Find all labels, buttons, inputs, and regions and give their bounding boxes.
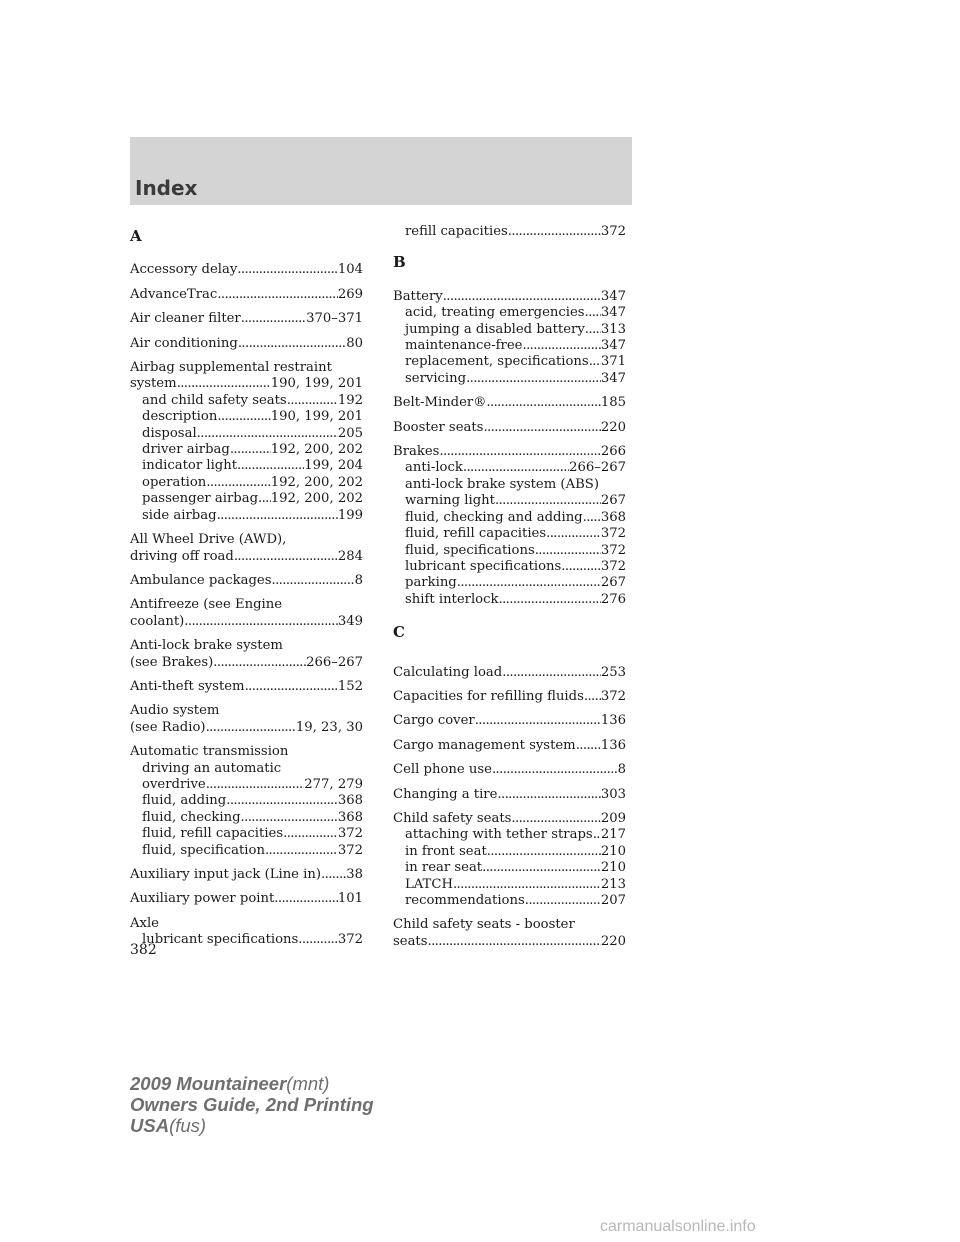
index-term: Airbag supplemental restraint xyxy=(130,360,332,376)
index-entry xyxy=(130,336,363,352)
page-reference: 192, 200, 202 xyxy=(270,442,363,458)
dot-leader xyxy=(486,395,600,411)
index-term: Air conditioning xyxy=(130,335,238,351)
dot-leader xyxy=(525,893,601,909)
dot-leader xyxy=(237,458,304,474)
index-entry xyxy=(130,597,363,630)
dot-leader xyxy=(487,844,601,860)
index-term: Calculating load xyxy=(393,664,503,680)
dot-leader xyxy=(502,665,601,681)
index-line xyxy=(130,491,363,507)
index-line xyxy=(393,354,626,370)
dot-leader xyxy=(184,614,338,630)
page-reference: 347 xyxy=(600,288,626,304)
page-reference: 371 xyxy=(600,354,626,370)
index-line xyxy=(393,444,626,460)
dot-leader xyxy=(217,409,270,425)
dot-leader xyxy=(499,592,601,608)
index-line xyxy=(393,559,626,575)
page-reference: 372 xyxy=(600,224,626,239)
index-term: and child safety seats xyxy=(142,392,287,408)
index-term: fluid, checking and adding xyxy=(405,509,583,525)
index-line xyxy=(393,827,626,843)
index-line xyxy=(130,638,363,654)
index-line xyxy=(130,360,363,376)
index-term: system xyxy=(130,376,177,392)
index-line xyxy=(393,592,626,608)
index-entry xyxy=(130,360,363,524)
dot-leader xyxy=(453,877,601,893)
index-term: fluid, refill capacities xyxy=(405,526,547,542)
index-term: (see Radio) xyxy=(130,719,206,735)
dot-leader xyxy=(274,891,338,907)
dot-leader xyxy=(206,720,296,736)
dot-leader xyxy=(321,867,346,883)
index-line xyxy=(393,305,626,321)
index-line xyxy=(130,761,363,777)
dot-leader xyxy=(271,573,354,589)
page-reference: 266 xyxy=(600,444,626,460)
index-term: Anti-lock brake system xyxy=(130,638,283,654)
index-term: fluid, adding xyxy=(142,793,227,809)
page-reference: 370–371 xyxy=(306,311,363,327)
dot-leader xyxy=(492,762,618,778)
page-reference: 19, 23, 30 xyxy=(295,719,363,735)
index-term: Belt-Minder® xyxy=(393,395,487,411)
footer-guide: Owners Guide, 2nd Printing xyxy=(130,1094,374,1115)
index-term: replacement, specifications xyxy=(405,354,589,370)
index-entry xyxy=(393,713,626,729)
index-line xyxy=(130,777,363,793)
index-line xyxy=(130,532,363,548)
index-entry xyxy=(393,665,626,681)
index-entry xyxy=(393,787,626,803)
index-term: passenger airbag xyxy=(142,491,259,507)
watermark: carmanualsonline.info xyxy=(600,1218,756,1235)
page-reference: 372 xyxy=(600,526,626,542)
dot-leader xyxy=(497,787,600,803)
index-term: disposal xyxy=(142,425,197,441)
index-line xyxy=(393,510,626,526)
dot-leader xyxy=(593,827,601,843)
index-term: Antifreeze (see Engine xyxy=(130,597,283,613)
index-term: LATCH xyxy=(405,876,453,892)
carryover-entry xyxy=(393,224,626,240)
index-line xyxy=(393,289,626,305)
index-line xyxy=(130,703,363,719)
index-line xyxy=(130,810,363,826)
index-line xyxy=(393,477,626,493)
index-term: Cell phone use xyxy=(393,762,492,778)
dot-leader xyxy=(511,811,600,827)
page-reference: 372 xyxy=(337,826,363,842)
index-line xyxy=(130,475,363,491)
index-term: driving an automatic xyxy=(142,760,282,776)
index-entry xyxy=(130,287,363,303)
dot-leader xyxy=(589,354,601,370)
index-term: coolant) xyxy=(130,613,185,629)
dot-leader xyxy=(475,713,601,729)
dot-leader xyxy=(443,289,601,305)
index-term: jumping a disabled battery xyxy=(405,321,585,337)
index-term: overdrive xyxy=(142,776,206,792)
dot-leader xyxy=(585,305,601,321)
page-title: Index xyxy=(135,176,198,200)
dot-leader xyxy=(482,860,601,876)
index-term: Booster seats xyxy=(393,419,484,435)
index-line xyxy=(130,549,363,565)
page-reference: 136 xyxy=(600,737,626,753)
page-reference: 192, 200, 202 xyxy=(270,491,363,507)
index-line xyxy=(130,679,363,695)
index-term: in front seat xyxy=(405,843,487,859)
index-line xyxy=(393,762,626,778)
index-entry xyxy=(130,916,363,949)
index-term: Accessory delay xyxy=(130,262,238,278)
index-term: driving off road xyxy=(130,548,234,564)
index-column-left xyxy=(130,222,363,957)
index-term: shift interlock xyxy=(405,591,499,607)
index-line xyxy=(393,713,626,729)
page-reference: 368 xyxy=(600,509,626,525)
page-reference: 185 xyxy=(600,395,626,411)
index-line xyxy=(393,665,626,681)
section-letter-a: A xyxy=(130,227,142,245)
index-term: seats xyxy=(393,933,428,949)
index-entry xyxy=(393,917,626,950)
index-entry xyxy=(393,738,626,754)
index-entry xyxy=(130,703,363,736)
section-letter-c: C xyxy=(393,623,405,642)
dot-leader xyxy=(287,393,338,409)
page-reference: 217 xyxy=(600,827,626,843)
index-line xyxy=(130,720,363,736)
dot-leader xyxy=(238,336,346,352)
index-term: acid, treating emergencies xyxy=(405,305,585,321)
page-reference: 199 xyxy=(337,507,363,523)
index-term: Capacities for refilling fluids xyxy=(393,688,584,704)
index-line xyxy=(393,338,626,354)
entries-b xyxy=(393,289,626,608)
dot-leader xyxy=(535,543,601,559)
index-line xyxy=(393,371,626,387)
page-reference: 213 xyxy=(600,876,626,892)
dot-leader xyxy=(265,843,338,859)
index-term: anti-lock brake system (ABS) xyxy=(405,476,599,492)
page-reference: 8 xyxy=(354,572,363,588)
index-term: anti-lock xyxy=(405,460,463,476)
dot-leader xyxy=(298,932,338,948)
dot-leader xyxy=(463,460,569,476)
index-entry xyxy=(393,289,626,387)
index-term: parking xyxy=(405,575,457,591)
index-term: Air cleaner filter xyxy=(130,311,241,327)
entries-c xyxy=(393,665,626,951)
index-term: side airbag xyxy=(142,507,217,523)
index-line xyxy=(393,893,626,909)
page-reference: 347 xyxy=(600,338,626,354)
index-term: refill capacities xyxy=(405,224,508,239)
index-line xyxy=(130,867,363,883)
dot-leader xyxy=(522,338,600,354)
page-reference: 207 xyxy=(600,893,626,908)
index-line xyxy=(393,543,626,559)
index-entry xyxy=(393,811,626,909)
index-term: All Wheel Drive (AWD), xyxy=(130,532,287,548)
index-term: Battery xyxy=(393,288,443,304)
index-term: Brakes xyxy=(393,444,440,460)
dot-leader xyxy=(508,224,601,240)
page-reference: 277, 279 xyxy=(304,776,363,792)
index-line xyxy=(393,877,626,893)
index-entry xyxy=(130,638,363,671)
dot-leader xyxy=(245,679,338,695)
page-reference: 38 xyxy=(346,867,363,882)
footer-market: USA xyxy=(130,1115,170,1136)
index-line xyxy=(393,787,626,803)
index-line xyxy=(130,393,363,409)
dot-leader xyxy=(283,826,338,842)
page-reference: 347 xyxy=(600,305,626,321)
section-letter-b: B xyxy=(393,253,406,272)
page-reference: 220 xyxy=(600,419,626,435)
page-reference: 267 xyxy=(600,575,626,591)
index-line xyxy=(393,738,626,754)
index-column-right xyxy=(393,222,626,958)
index-line xyxy=(393,460,626,476)
index-line xyxy=(130,409,363,425)
dot-leader xyxy=(584,689,601,705)
index-line xyxy=(130,916,363,932)
page-reference: 136 xyxy=(600,713,626,729)
index-line xyxy=(393,493,626,509)
index-term: maintenance-free xyxy=(405,338,523,354)
index-term: driver airbag xyxy=(142,442,230,458)
page-reference: 210 xyxy=(600,843,626,859)
index-term: operation xyxy=(142,474,207,490)
index-entry xyxy=(393,762,626,778)
dot-leader xyxy=(226,793,338,809)
index-line xyxy=(130,336,363,352)
page-reference: 253 xyxy=(600,664,626,680)
index-entry xyxy=(130,867,363,883)
dot-leader xyxy=(495,493,601,509)
index-term: fluid, specification xyxy=(142,842,265,858)
index-term: Child safety seats xyxy=(393,810,512,826)
index-term: attaching with tether straps xyxy=(405,827,593,843)
index-entry xyxy=(393,420,626,436)
dot-leader xyxy=(197,426,338,442)
page-reference: 199, 204 xyxy=(304,458,363,474)
index-entry xyxy=(130,891,363,907)
dot-leader xyxy=(583,510,601,526)
index-term: Audio system xyxy=(130,703,220,719)
index-line xyxy=(393,917,626,933)
index-line xyxy=(130,458,363,474)
page-reference: 349 xyxy=(337,613,363,629)
footer-model: 2009 Mountaineer xyxy=(130,1073,287,1094)
index-term: fluid, specifications xyxy=(405,542,535,558)
page-reference: 266–267 xyxy=(306,654,363,670)
index-line xyxy=(393,420,626,436)
index-line xyxy=(130,932,363,948)
index-term: AdvanceTrac xyxy=(130,286,218,302)
page-reference: 368 xyxy=(337,809,363,825)
index-line xyxy=(130,744,363,760)
page-reference: 220 xyxy=(600,933,626,949)
index-line xyxy=(393,526,626,542)
index-term: Axle xyxy=(130,915,159,931)
index-term: Auxiliary input jack (Line in) xyxy=(130,867,322,882)
page-reference: 101 xyxy=(337,891,363,907)
dot-leader xyxy=(585,322,601,338)
index-term: Cargo cover xyxy=(393,713,475,729)
index-term: fluid, checking xyxy=(142,809,241,825)
index-term: Auxiliary power point xyxy=(130,891,275,907)
header-band xyxy=(130,137,632,205)
page-reference: 80 xyxy=(346,335,363,351)
index-entry xyxy=(130,532,363,565)
index-line xyxy=(130,843,363,859)
index-line xyxy=(130,655,363,671)
index-term: Ambulance packages xyxy=(130,572,272,588)
footer-market-code: (fus) xyxy=(169,1115,207,1136)
page-reference: 209 xyxy=(600,810,626,826)
page-reference: 205 xyxy=(337,425,363,441)
index-entry xyxy=(130,311,363,327)
index-line xyxy=(130,597,363,613)
index-term: Automatic transmission xyxy=(130,744,289,760)
page-reference: 313 xyxy=(600,321,626,337)
index-line xyxy=(393,934,626,950)
page-reference: 347 xyxy=(600,370,626,386)
index-term: lubricant specifications xyxy=(405,558,562,574)
page-reference: 276 xyxy=(600,591,626,607)
dot-leader xyxy=(230,442,271,458)
index-entry xyxy=(130,679,363,695)
index-term: warning light xyxy=(405,493,495,509)
index-line xyxy=(393,844,626,860)
index-entry xyxy=(393,444,626,608)
page-reference: 372 xyxy=(600,542,626,558)
index-line xyxy=(130,891,363,907)
page-number: 382 xyxy=(130,942,157,958)
index-term: Child safety seats - booster xyxy=(393,917,575,933)
page-reference: 269 xyxy=(337,286,363,302)
index-line xyxy=(393,322,626,338)
dot-leader xyxy=(206,475,270,491)
page-reference: 372 xyxy=(337,842,363,858)
index-term: (see Brakes) xyxy=(130,654,214,670)
index-term: indicator light xyxy=(142,458,238,474)
index-line xyxy=(130,508,363,524)
dot-leader xyxy=(576,738,601,754)
index-line xyxy=(393,689,626,705)
dot-leader xyxy=(258,491,271,507)
page-reference: 104 xyxy=(337,262,363,278)
index-entry xyxy=(130,262,363,278)
index-line xyxy=(130,614,363,630)
footer-imprint xyxy=(130,1073,374,1136)
index-entry xyxy=(393,689,626,705)
index-line xyxy=(393,224,626,240)
index-term: servicing xyxy=(405,370,467,386)
dot-leader xyxy=(213,655,306,671)
index-term: lubricant specifications xyxy=(142,932,299,948)
page-reference: 368 xyxy=(337,793,363,809)
dot-leader xyxy=(466,371,601,387)
page-reference: 284 xyxy=(337,548,363,564)
page-reference: 8 xyxy=(617,762,626,778)
index-line xyxy=(130,376,363,392)
index-line xyxy=(130,442,363,458)
dot-leader xyxy=(217,508,338,524)
dot-leader xyxy=(217,287,338,303)
index-line xyxy=(393,860,626,876)
page-reference: 210 xyxy=(600,860,626,876)
index-entry xyxy=(393,395,626,411)
dot-leader xyxy=(457,575,601,591)
index-line xyxy=(130,262,363,278)
page-reference: 372 xyxy=(600,558,626,574)
index-line xyxy=(130,826,363,842)
index-term: recommendations xyxy=(405,893,525,908)
dot-leader xyxy=(428,934,601,950)
dot-leader xyxy=(241,311,306,327)
dot-leader xyxy=(234,549,338,565)
index-entry xyxy=(130,573,363,589)
page-reference: 303 xyxy=(600,786,626,802)
index-term: fluid, refill capacities xyxy=(142,826,284,842)
index-entry xyxy=(130,744,363,859)
dot-leader xyxy=(561,559,601,575)
index-term: description xyxy=(142,409,218,425)
page-reference: 190, 199, 201 xyxy=(270,409,363,425)
entries-a xyxy=(130,262,363,948)
index-line xyxy=(393,811,626,827)
page-reference: 372 xyxy=(600,688,626,704)
page-reference: 152 xyxy=(337,678,363,694)
index-term: Changing a tire xyxy=(393,786,498,802)
dot-leader xyxy=(241,810,338,826)
index-term: in rear seat xyxy=(405,860,483,876)
index-line xyxy=(130,426,363,442)
index-line xyxy=(130,573,363,589)
index-line xyxy=(393,575,626,591)
page-reference: 267 xyxy=(600,493,626,509)
page-reference: 192 xyxy=(337,392,363,408)
page-reference: 192, 200, 202 xyxy=(270,474,363,490)
page-reference: 266–267 xyxy=(569,460,626,476)
index-line xyxy=(130,287,363,303)
index-line xyxy=(393,395,626,411)
dot-leader xyxy=(483,420,600,436)
footer-model-code: (mnt) xyxy=(286,1073,330,1094)
page-reference: 372 xyxy=(337,932,363,948)
dot-leader xyxy=(546,526,601,542)
page-reference: 190, 199, 201 xyxy=(270,376,363,392)
dot-leader xyxy=(177,376,271,392)
index-term: Anti-theft system xyxy=(130,678,245,694)
dot-leader xyxy=(237,262,338,278)
dot-leader xyxy=(439,444,600,460)
index-term: Cargo management system xyxy=(393,737,576,753)
index-line xyxy=(130,311,363,327)
dot-leader xyxy=(206,777,305,793)
index-line xyxy=(130,793,363,809)
